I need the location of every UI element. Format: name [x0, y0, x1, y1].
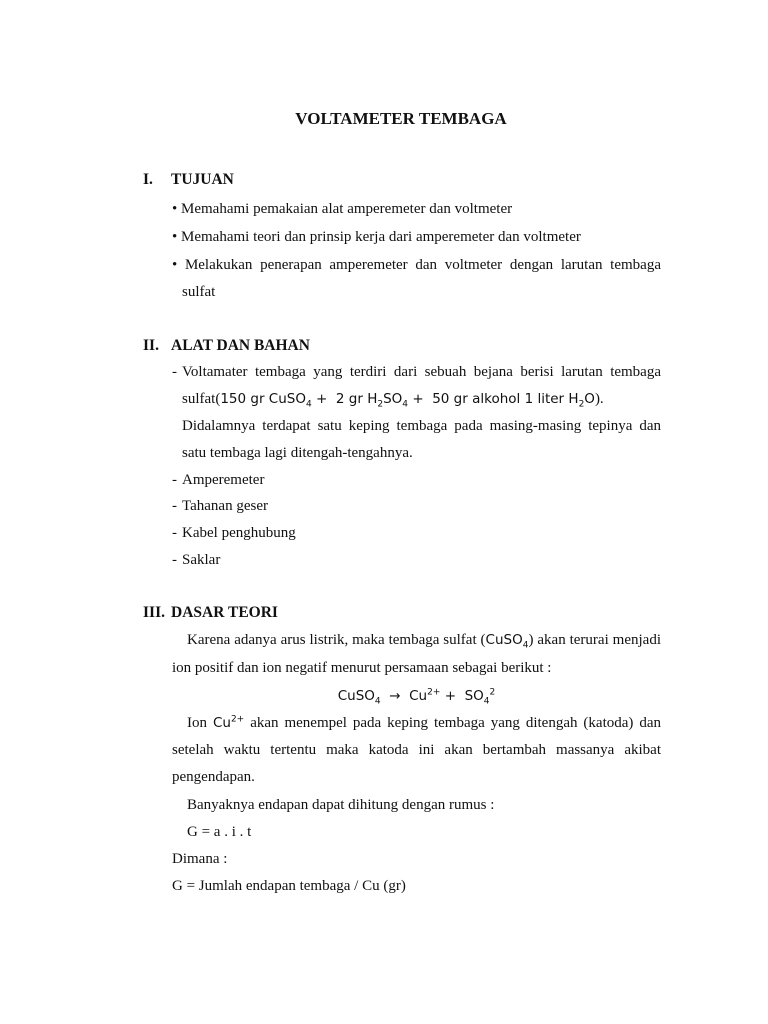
paragraph-line: G = Jumlah endapan tembaga / Cu (gr) — [172, 878, 406, 894]
list-item: • Memahami teori dan prinsip kerja dari amperemeter dan voltmeter — [172, 229, 581, 245]
paragraph-line: Dimana : — [172, 851, 228, 867]
section-title: ALAT DAN BAHAN — [171, 337, 310, 354]
chemical-formula: $Cu^{2+}$ — [212, 714, 245, 731]
paragraph-line: pengendapan. — [172, 769, 255, 785]
paragraph-line: Karena adanya arus listrik, maka tembaga sulfat (CuSO$_4$) akan terurai menjadi — [187, 632, 661, 651]
section-number: I. — [143, 171, 153, 188]
paragraph-line: Didalamnya terdapat satu keping tembaga pada masing-masing tepinya dan — [182, 418, 661, 434]
paragraph-line: Banyaknya endapan dapat dihitung dengan rumus : — [187, 797, 495, 813]
section-title: TUJUAN — [171, 171, 234, 188]
section-number: II. — [143, 337, 159, 354]
formula-line: G = a . i . t — [187, 824, 252, 840]
section-heading-dasar — [143, 604, 278, 622]
chemical-formula: 150 gr CuSO$_4$ + 2 gr $H_2SO_4 + 50$ gr alkohol 1 liter $H_2O$ — [220, 391, 595, 410]
section-number: III. — [143, 604, 165, 621]
section-title: DASAR TEORI — [171, 604, 278, 621]
list-item: • Melakukan penerapan amperemeter dan voltmeter dengan larutan tembaga — [172, 257, 661, 273]
list-item: • Memahami pemakaian alat amperemeter dan voltmeter — [172, 201, 513, 217]
reaction-equation: CuSO$_4$ → $Cu^{2+} + SO_4^2$ — [337, 687, 496, 707]
section-heading-alat — [143, 337, 310, 355]
list-item: - Amperemeter — [172, 472, 265, 488]
list-item: - Saklar — [172, 552, 221, 568]
section-heading-tujuan — [143, 171, 234, 189]
paragraph-line: ion positif dan ion negatif menurut persamaan sebagai berikut : — [172, 660, 552, 676]
list-item-voltameter: - Voltamater tembaga yang terdiri dari sebuah bejana berisi larutan tembaga — [172, 364, 661, 380]
list-item: - Tahanan geser — [172, 498, 268, 514]
paragraph-line: satu tembaga lagi ditengah-tengahnya. — [182, 445, 413, 461]
paragraph-line: Ion $Cu^{2+}$ akan menempel pada keping tembaga yang ditengah (katoda) dan — [187, 714, 662, 731]
list-item-voltameter-formula: sulfat(150 gr CuSO$_4$ + 2 gr $H_2SO_4 + 50$ gr alkohol 1 liter $H_2O$). — [182, 391, 604, 410]
list-item-continuation: sulfat — [182, 284, 216, 300]
paragraph-line: setelah waktu tertentu maka katoda ini akan bertambah massanya akibat — [172, 742, 661, 758]
list-item: - Kabel penghubung — [172, 525, 296, 541]
chemical-formula: CuSO$_4$ — [485, 632, 529, 651]
document-title: VOLTAMETER TEMBAGA — [295, 109, 507, 128]
